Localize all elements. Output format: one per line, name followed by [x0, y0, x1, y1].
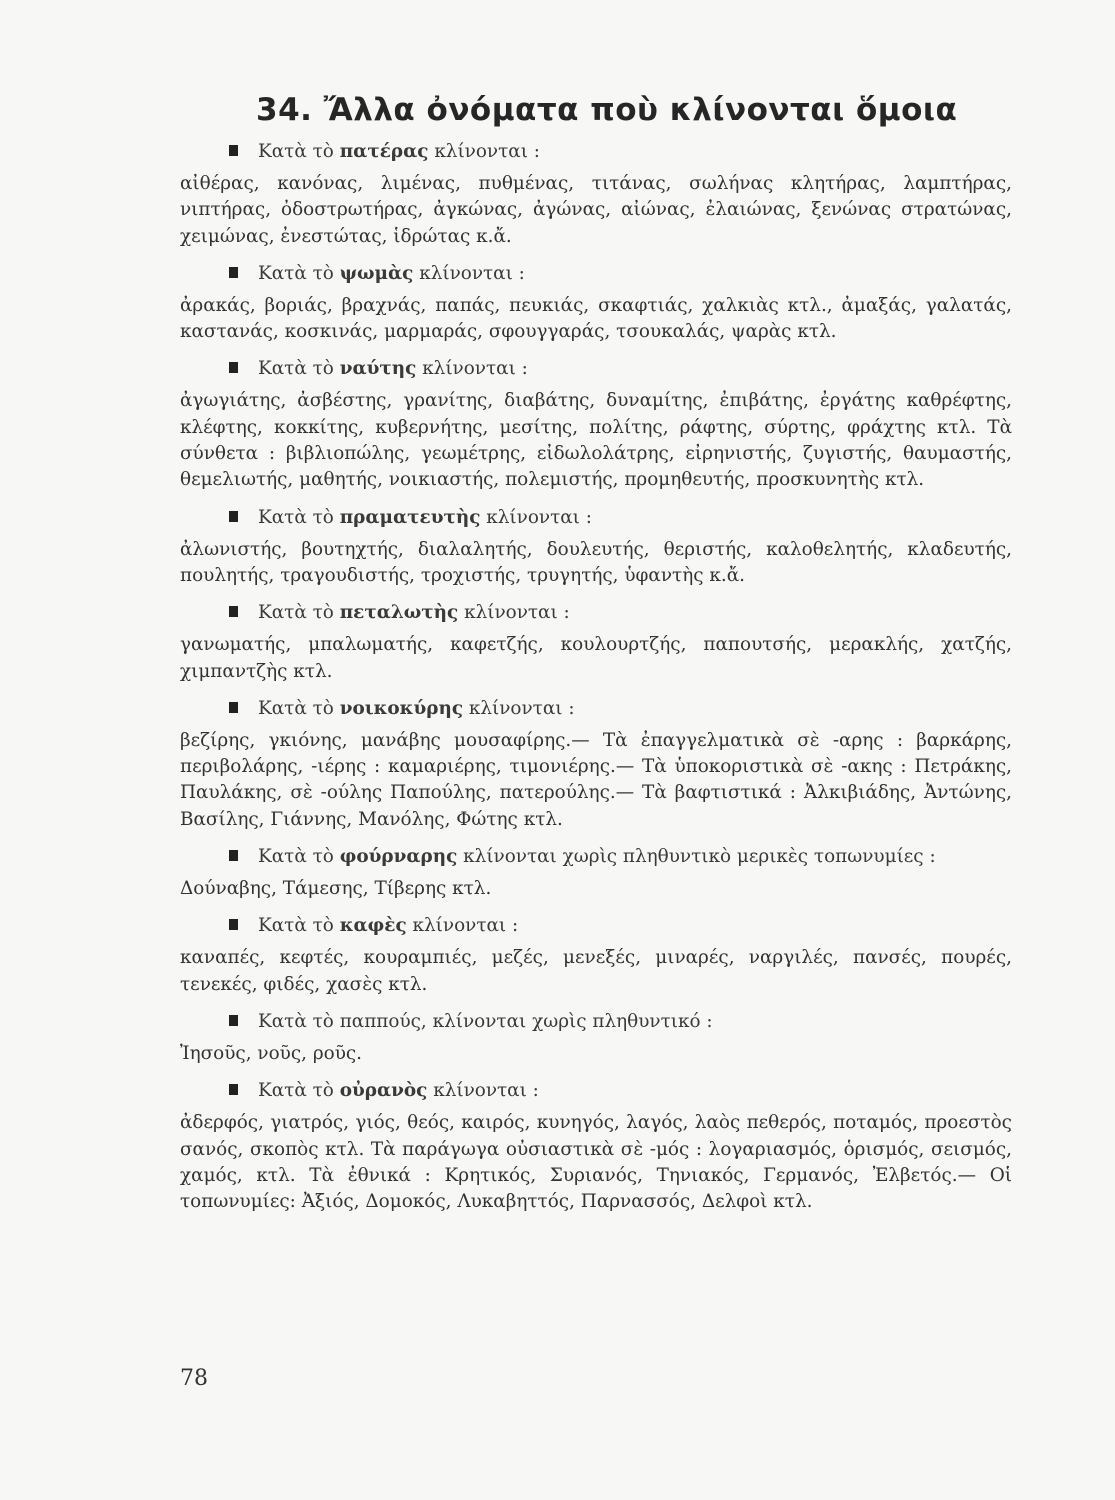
heading-keyword: φούρναρης [339, 846, 458, 868]
section-body: Ἰησοῦς, νοῦς, ροῦς. [180, 1042, 363, 1064]
heading-post: κλίνονται : [419, 262, 525, 284]
section-ouranos [180, 1077, 1012, 1215]
section-heading [180, 1077, 1012, 1104]
section-body: αἰθέρας, κανόνας, λιμένας, πυθμένας, τιτάνας, σωλήνας κλητήρας, λαμπτήρας, νιπτήρας, ὀδοστρωτήρας, ἀγκώνας, ἀγώνας, αἰώνας, ἐλαιώνας, ξενώνας στρατώνας, χειμώνας, ἐνεστώτας, ἱδρώτας κ.ἄ. [180, 173, 1012, 247]
section-body: ἀδερφός, γιατρός, γιός, θεός, καιρός, κυνηγός, λαγός, λαὸς πεθερός, ποταμός, προεστὸς σανός, σκοπὸς κτλ. Τὰ παράγωγα οὐσιαστικὰ σὲ -μός : λογαριασμός, ὁρισμός, σεισμός, χαμός, κτλ. Τὰ ἐθνικά : Κρητικός, Συριανός, Τηνιακός, Γερμανός, Ἐλβετός.— Οἱ τοπωνυμίες: Ἀξιός, Δομοκός, Λυκαβηττός, Παρνασσός, Δελφοὶ κτλ. [180, 1112, 1012, 1213]
heading-pre: Κατὰ τὸ [258, 697, 334, 719]
page-title: 34. Ἄλλα ὀνόματα ποὺ κλίνονται ὅμοια [256, 92, 958, 128]
section-heading [180, 355, 1012, 382]
heading-keyword: πραματευτὴς [339, 506, 481, 528]
section-psomas [180, 260, 1012, 346]
section-heading [180, 695, 1012, 722]
heading-pre: Κατὰ τὸ [258, 1010, 334, 1032]
heading-post: κλίνονται : [486, 506, 592, 528]
heading-post: κλίνονται χωρὶς πληθυντικὸ μερικὲς τοπωνυμίες : [463, 846, 936, 868]
heading-post: κλίνονται : [433, 1080, 539, 1102]
section-body: Δούναβης, Τάμεσης, Τίβερης κτλ. [180, 878, 492, 900]
heading-keyword: παππούς, [339, 1010, 427, 1032]
heading-post: κλίνονται : [468, 697, 575, 719]
square-bullet-icon [229, 606, 238, 617]
square-bullet-icon [229, 511, 238, 522]
heading-pre: Κατὰ τὸ [258, 915, 334, 937]
heading-post: κλίνονται : [464, 602, 570, 624]
square-bullet-icon [229, 1015, 238, 1026]
section-body: γανωματής, μπαλωματής, καφετζής, κουλουρτζής, παπουτσής, μερακλής, χατζής, χιμπαντζὴς κτλ. [180, 634, 1012, 682]
heading-pre: Κατὰ τὸ [258, 602, 334, 624]
square-bullet-icon [229, 850, 238, 861]
heading-pre: Κατὰ τὸ [258, 358, 334, 380]
section-body: καναπές, κεφτές, κουραμπιές, μεζές, μενεξές, μιναρές, ναργιλές, πανσές, πουρές, τενεκές, φιδές, χασὲς κτλ. [180, 947, 1012, 995]
heading-keyword: νοικοκύρης [339, 697, 464, 719]
square-bullet-icon [229, 702, 238, 713]
heading-post: κλίνονται : [434, 141, 540, 162]
heading-post: κλίνονται χωρὶς πληθυντικό : [432, 1010, 713, 1032]
section-body: ἀρακάς, βοριάς, βραχνάς, παπάς, πευκιάς, σκαφτιάς, χαλκιὰς κτλ., ἀμαξάς, γαλατάς, καστανάς, κοσκινάς, μαρμαράς, σφουγγαράς, τσουκαλάς, ψαρὰς κτλ. [180, 294, 1012, 343]
heading-post: κλίνονται : [422, 358, 528, 380]
heading-keyword: πεταλωτὴς [339, 602, 459, 624]
section-pappous [180, 1008, 1012, 1067]
section-pramateftis [180, 504, 1012, 590]
section-heading [180, 138, 1012, 165]
section-heading [180, 843, 1012, 870]
square-bullet-icon [229, 919, 238, 930]
heading-keyword: καφὲς [339, 915, 407, 937]
page-number: 78 [180, 1366, 208, 1391]
section-kafes [180, 912, 1012, 998]
section-fournaris [180, 843, 1012, 902]
heading-keyword: πατέρας [339, 141, 429, 162]
section-heading [180, 1008, 1012, 1035]
section-body: ἀλωνιστής, βουτηχτής, διαλαλητής, δουλευτής, θεριστής, καλοθελητής, κλαδευτής, πουλητής, τραγουδιστής, τροχιστής, τρυγητής, ὑφαντὴς κ.ἄ. [180, 538, 1012, 586]
square-bullet-icon [229, 362, 238, 373]
heading-keyword: οὐρανὸς [339, 1080, 428, 1102]
square-bullet-icon [229, 145, 238, 156]
section-heading [180, 260, 1012, 287]
heading-keyword: ψωμὰς [339, 262, 414, 284]
square-bullet-icon [229, 1084, 238, 1095]
heading-post: κλίνονται : [412, 915, 519, 937]
heading-pre: Κατὰ τὸ [258, 1080, 334, 1102]
section-heading [180, 504, 1012, 531]
heading-keyword: ναύτης [339, 358, 417, 380]
section-petalotis [180, 599, 1012, 685]
section-heading [180, 599, 1012, 626]
section-body: ἀγωγιάτης, ἀσβέστης, γρανίτης, διαβάτης, δυναμίτης, ἐπιβάτης, ἐργάτης καθρέφτης, κλέφτης, κοκκίτης, κυβερνήτης, μεσίτης, πολίτης, ράφτης, σύρτης, φράχτης κτλ. Τὰ σύνθετα : βιβλιοπώλης, γεωμέτρης, εἰδωλολάτρης, εἰρηνιστής, ζυγιστής, θαυμαστής, θεμελιωτής, μαθητής, νοικιαστής, πολεμιστής, προμηθευτής, προσκυνητὴς κτλ. [180, 390, 1012, 491]
section-pateras [180, 138, 1012, 250]
heading-pre: Κατὰ τὸ [258, 506, 334, 528]
heading-pre: Κατὰ τὸ [258, 846, 334, 868]
section-noikokyris [180, 695, 1012, 833]
square-bullet-icon [229, 267, 238, 278]
page-content [180, 82, 1012, 1215]
section-naftis [180, 355, 1012, 493]
section-heading [180, 912, 1012, 939]
section-body: βεζίρης, γκιόνης, μανάβης μουσαφίρης.— Τὰ ἐπαγγελματικὰ σὲ -αρης : βαρκάρης, περιβολάρης, -ιέρης : καμαριέρης, τιμονιέρης.— Τὰ ὑποκοριστικὰ σὲ -ακης : Πετράκης, Παυλάκης, σὲ -ούλης Παπούλης, πατερούλης.— Τὰ βαφτιστικά : Ἀλκιβιάδης, Ἀντώνης, Βασίλης, Γιάννης, Μανόλης, Φώτης κτλ. [180, 729, 1012, 830]
heading-pre: Κατὰ τὸ [258, 141, 334, 162]
heading-pre: Κατὰ τὸ [258, 262, 334, 284]
